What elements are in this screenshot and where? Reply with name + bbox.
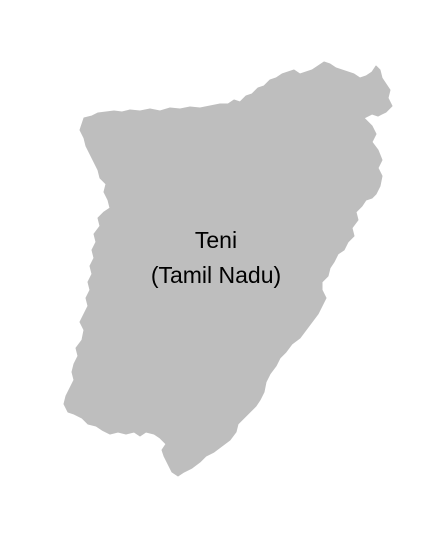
state-name-label: (Tamil Nadu) bbox=[150, 262, 282, 288]
district-name-label: Teni bbox=[194, 227, 238, 253]
